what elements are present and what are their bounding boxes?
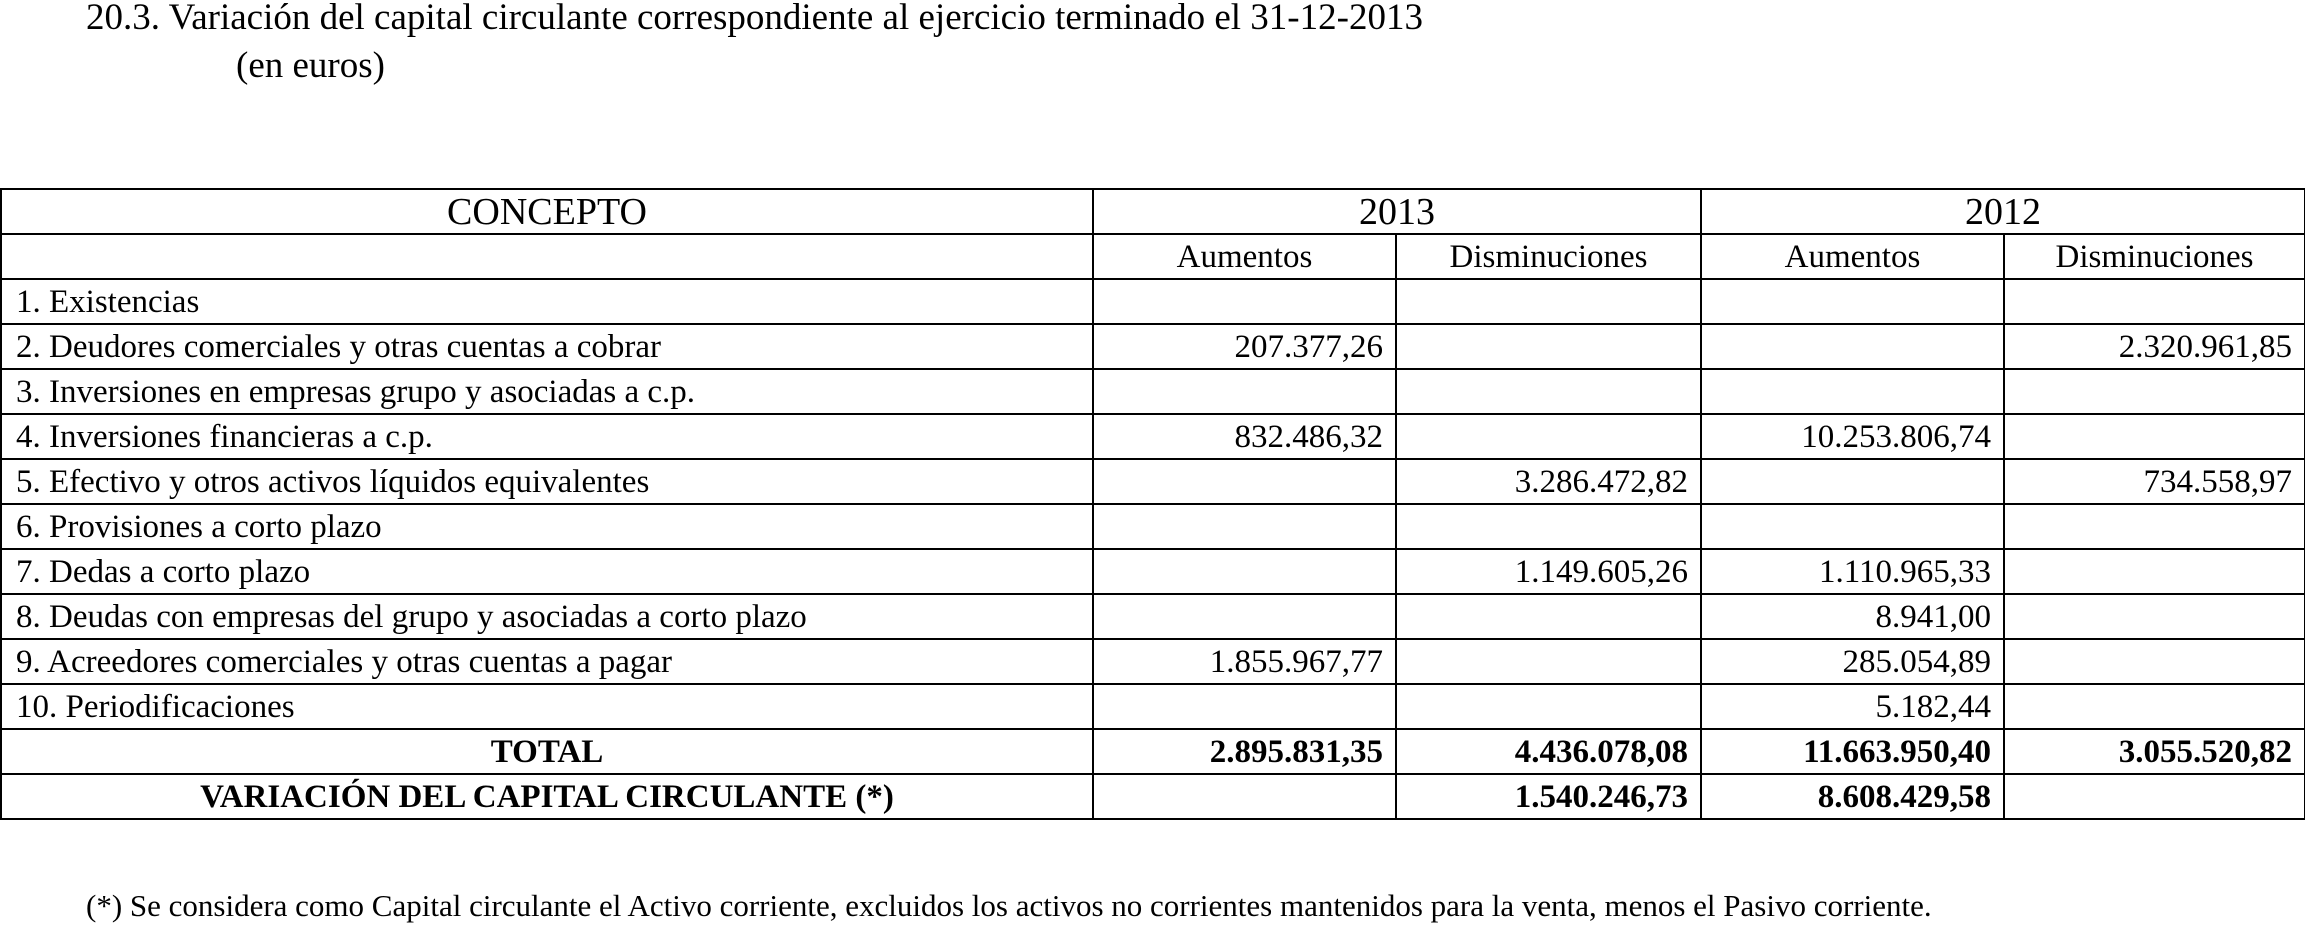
row-label: 1. Existencias	[1, 279, 1093, 324]
cell-aumentos-2013	[1093, 549, 1396, 594]
cell-disminuciones-2012	[2004, 684, 2305, 729]
header-row-columns	[1, 234, 2305, 279]
footnote: (*) Se considera como Capital circulante el Activo corriente, excluidos los activos no corrientes mantenidos para la venta, menos el Pasivo corriente.	[86, 888, 1932, 923]
total-disminuciones-2012: 3.055.520,82	[2004, 729, 2305, 774]
table-row	[1, 414, 2305, 459]
cell-disminuciones-2013	[1396, 639, 1701, 684]
header-row-years	[1, 189, 2305, 234]
cell-disminuciones-2013: 1.149.605,26	[1396, 549, 1701, 594]
variation-aumentos-2013	[1093, 774, 1396, 819]
table-row	[1, 684, 2305, 729]
cell-disminuciones-2013	[1396, 594, 1701, 639]
cell-aumentos-2012: 8.941,00	[1701, 594, 2004, 639]
header-blank	[1, 234, 1093, 279]
total-row	[1, 729, 2305, 774]
cell-aumentos-2013: 1.855.967,77	[1093, 639, 1396, 684]
cell-aumentos-2012	[1701, 369, 2004, 414]
cell-aumentos-2012: 5.182,44	[1701, 684, 2004, 729]
row-label: 4. Inversiones financieras a c.p.	[1, 414, 1093, 459]
cell-aumentos-2012	[1701, 504, 2004, 549]
header-concept: CONCEPTO	[1, 189, 1093, 234]
cell-disminuciones-2013	[1396, 369, 1701, 414]
cell-aumentos-2013: 832.486,32	[1093, 414, 1396, 459]
cell-aumentos-2013	[1093, 459, 1396, 504]
cell-disminuciones-2012	[2004, 504, 2305, 549]
variation-aumentos-2012: 8.608.429,58	[1701, 774, 2004, 819]
working-capital-table	[0, 188, 2305, 820]
cell-disminuciones-2012	[2004, 414, 2305, 459]
header-aumentos-2013: Aumentos	[1093, 234, 1396, 279]
header-year-2013: 2013	[1093, 189, 1701, 234]
row-label: 3. Inversiones en empresas grupo y asociadas a c.p.	[1, 369, 1093, 414]
variation-disminuciones-2012	[2004, 774, 2305, 819]
table-row	[1, 549, 2305, 594]
cell-disminuciones-2013: 3.286.472,82	[1396, 459, 1701, 504]
table-row	[1, 279, 2305, 324]
cell-disminuciones-2013	[1396, 279, 1701, 324]
header-year-2012: 2012	[1701, 189, 2305, 234]
row-label: 5. Efectivo y otros activos líquidos equivalentes	[1, 459, 1093, 504]
cell-aumentos-2012: 10.253.806,74	[1701, 414, 2004, 459]
cell-disminuciones-2012: 2.320.961,85	[2004, 324, 2305, 369]
cell-disminuciones-2013	[1396, 414, 1701, 459]
variation-label: VARIACIÓN DEL CAPITAL CIRCULANTE (*)	[1, 774, 1093, 819]
cell-aumentos-2012	[1701, 459, 2004, 504]
table-row	[1, 459, 2305, 504]
row-label: 2. Deudores comerciales y otras cuentas a cobrar	[1, 324, 1093, 369]
cell-aumentos-2013: 207.377,26	[1093, 324, 1396, 369]
row-label: 6. Provisiones a corto plazo	[1, 504, 1093, 549]
cell-disminuciones-2012	[2004, 639, 2305, 684]
cell-aumentos-2013	[1093, 504, 1396, 549]
variation-row	[1, 774, 2305, 819]
cell-disminuciones-2012: 734.558,97	[2004, 459, 2305, 504]
cell-disminuciones-2012	[2004, 369, 2305, 414]
row-label: 8. Deudas con empresas del grupo y asociadas a corto plazo	[1, 594, 1093, 639]
cell-disminuciones-2013	[1396, 324, 1701, 369]
row-label: 10. Periodificaciones	[1, 684, 1093, 729]
row-label: 9. Acreedores comerciales y otras cuentas a pagar	[1, 639, 1093, 684]
cell-disminuciones-2013	[1396, 684, 1701, 729]
total-aumentos-2013: 2.895.831,35	[1093, 729, 1396, 774]
variation-disminuciones-2013: 1.540.246,73	[1396, 774, 1701, 819]
table-row	[1, 639, 2305, 684]
cell-aumentos-2013	[1093, 684, 1396, 729]
cell-aumentos-2013	[1093, 369, 1396, 414]
header-disminuciones-2012: Disminuciones	[2004, 234, 2305, 279]
total-aumentos-2012: 11.663.950,40	[1701, 729, 2004, 774]
cell-aumentos-2012	[1701, 279, 2004, 324]
cell-aumentos-2012: 1.110.965,33	[1701, 549, 2004, 594]
header-disminuciones-2013: Disminuciones	[1396, 234, 1701, 279]
total-disminuciones-2013: 4.436.078,08	[1396, 729, 1701, 774]
total-label: TOTAL	[1, 729, 1093, 774]
cell-disminuciones-2012	[2004, 549, 2305, 594]
cell-aumentos-2013	[1093, 279, 1396, 324]
table-row	[1, 504, 2305, 549]
table-row	[1, 369, 2305, 414]
cell-aumentos-2012	[1701, 324, 2004, 369]
cell-aumentos-2013	[1093, 594, 1396, 639]
section-subtitle: (en euros)	[236, 45, 385, 86]
cell-disminuciones-2012	[2004, 279, 2305, 324]
cell-aumentos-2012: 285.054,89	[1701, 639, 2004, 684]
table-row	[1, 594, 2305, 639]
header-aumentos-2012: Aumentos	[1701, 234, 2004, 279]
section-title: 20.3. Variación del capital circulante correspondiente al ejercicio terminado el 31-12-2013	[86, 0, 1423, 38]
cell-disminuciones-2012	[2004, 594, 2305, 639]
table-row	[1, 324, 2305, 369]
cell-disminuciones-2013	[1396, 504, 1701, 549]
row-label: 7. Dedas a corto plazo	[1, 549, 1093, 594]
